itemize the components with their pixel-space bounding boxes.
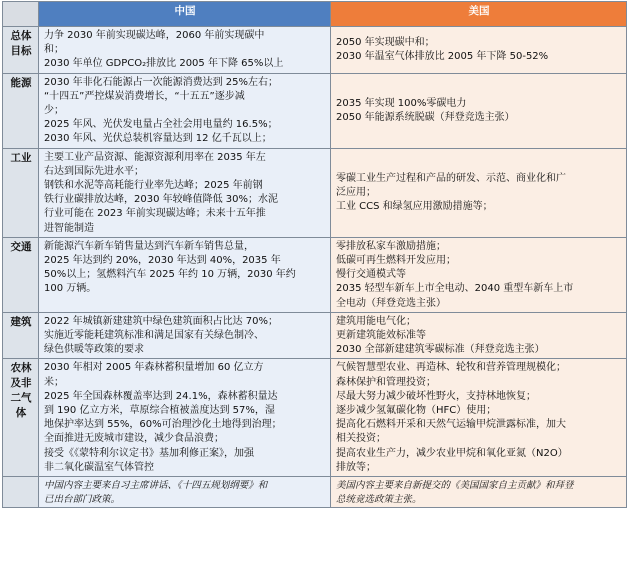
usa-cell: [331, 73, 627, 148]
text-line: 更新建筑能效标准等: [336, 330, 426, 342]
text-line: 力争 2030 年前实现碳达峰，2060 年前实现碳中: [44, 30, 265, 41]
text-line: 2030 年相对 2005 年森林蓄积量增加 60 亿立方: [44, 362, 264, 374]
usa-cell: [331, 237, 627, 312]
row-agriculture-forestry: [3, 359, 627, 477]
usa-cell: [331, 148, 627, 237]
note-line: 总统竞选政策主张。: [336, 493, 422, 505]
category-label: [3, 312, 39, 359]
row-industry: [3, 148, 627, 237]
text-line: 到 190 亿立方米，草原综合植被盖度达到 57%，湿: [44, 405, 275, 417]
text-line: 2030 年风、光伏总装机容量达到 12 亿千瓦以上；: [44, 133, 272, 145]
text-line: 进智能制造: [44, 222, 94, 234]
category-line: 二气: [10, 392, 32, 405]
row-transport: [3, 237, 627, 312]
usa-cell: [331, 312, 627, 359]
text-line: 零排放私家车激励措施；: [336, 240, 446, 252]
text-line: 绿色供暖等政策的要求: [44, 344, 144, 356]
category-label: [3, 27, 39, 74]
text-line: 行业可能在 2023 年前实现碳达峰；未来十五年推: [44, 208, 266, 220]
text-line: 2025 年达到约 20%，2030 年达到 40%，2035 年: [44, 255, 281, 267]
text-line: 气候智慧型农业、再造林、轮牧和营养管理规模化；: [336, 362, 566, 374]
text-line: 森林保护和管理投资；: [336, 376, 436, 388]
text-line: 全电动（拜登竞选主张）: [336, 297, 446, 309]
text-line: “十四五”严控煤炭消费增长，“十五五”逐步减: [44, 90, 245, 102]
china-cell: [39, 237, 331, 312]
text-line: 钢铁和水泥等高耗能行业率先达峰；2025 年前钢: [44, 180, 263, 192]
usa-cell: [331, 27, 627, 74]
text-line: 泛应用；: [336, 187, 376, 199]
category-line: 工业: [10, 151, 32, 164]
text-line: 2050 年能源系统脱碳（拜登竞选主张）: [336, 112, 515, 124]
header-usa: 美国: [331, 2, 627, 27]
text-line: 2025 年风、光伏发电量占全社会用电量约 16.5%；: [44, 119, 278, 131]
text-line: 接受《《蒙特利尔议定书》基加利修正案》，加强: [44, 447, 254, 459]
text-line: 工业 CCS 和绿氢应用激励措施等；: [336, 201, 493, 213]
text-line: 建筑用能电气化；: [336, 315, 416, 327]
category-line: 目标: [10, 45, 32, 57]
category-label: [3, 73, 39, 148]
text-line: 尽最大努力减少破坏性野火，支持林地恢复；: [336, 390, 536, 402]
category-label: [3, 359, 39, 477]
row-overall-goals: [3, 27, 627, 74]
text-line: 全面推进无废城市建设，减少食品浪费；: [44, 433, 224, 445]
category-label: [3, 148, 39, 237]
text-line: 100 万辆。: [44, 283, 97, 295]
text-line: 实施近零能耗建筑标准和满足国家有关绿色制冷、: [44, 330, 264, 342]
text-line: 2025 年全国森林覆盖率达到 24.1%，森林蓄积量达: [44, 390, 278, 402]
usa-source-note: [331, 477, 627, 508]
text-line: 2035 轻型车新车上市全电动、2040 重型车新车上市: [336, 283, 574, 295]
row-energy: [3, 73, 627, 148]
category-label: [3, 237, 39, 312]
text-line: 和；: [44, 44, 64, 56]
category-line: 交通: [10, 240, 32, 253]
usa-cell: [331, 359, 627, 477]
china-source-note: [39, 477, 331, 508]
text-line: 主要工业产品资源、能源资源利用率在 2035 年左: [44, 151, 266, 163]
category-line: 建筑: [10, 315, 32, 328]
category-line: 农林: [10, 362, 32, 375]
text-line: 提高化石燃料开采和天然气运输甲烷泄露标准，加大: [336, 419, 566, 431]
text-line: 新能源汽车新车销售量达到汽车新车销售总量，: [44, 240, 254, 252]
text-line: 2030 年单位 GDPCO₂排放比 2005 年下降 65%以上: [44, 58, 284, 70]
china-cell: [39, 73, 331, 148]
note-line: 已出台部门政策。: [44, 493, 121, 505]
text-line: 排放等；: [336, 461, 376, 473]
header-corner: [3, 2, 39, 27]
category-line: 能源: [10, 76, 32, 89]
text-line: 50%以上；氢燃料汽车 2025 年约 10 万辆，2030 年约: [44, 269, 296, 281]
notes-corner: [3, 477, 39, 508]
comparison-table: [2, 1, 627, 508]
text-line: 2022 年城镇新建建筑中绿色建筑面积占比达 70%；: [44, 315, 279, 327]
text-line: 慢行交通模式等: [336, 269, 406, 281]
text-line: 米；: [44, 376, 64, 388]
text-line: 少；: [44, 105, 64, 117]
text-line: 2050 年实现碳中和；: [336, 37, 435, 49]
china-cell: [39, 312, 331, 359]
text-line: 地保护率达到 55%，60%可治理沙化土地得到治理；: [44, 419, 282, 431]
text-line: 2030 全部新建建筑零碳标准（拜登竞选主张）: [336, 344, 545, 356]
text-line: 零碳工业生产过程和产品的研发、示范、商业化和广: [336, 172, 566, 184]
text-line: 2030 年温室气体排放比 2005 年下降 50-52%: [336, 51, 549, 63]
text-line: 低碳可再生燃料开发应用；: [336, 255, 456, 267]
category-line: 体: [15, 407, 27, 420]
row-buildings: [3, 312, 627, 359]
text-line: 提高农业生产力，减少农业甲烷和氧化亚氮（N2O）: [336, 447, 568, 459]
text-line: 逐步减少氢氟碳化物（HFC）使用；: [336, 405, 497, 417]
category-line: 及非: [10, 377, 32, 390]
note-line: 美国内容主要来自新提交的《美国国家自主贡献》和拜登: [336, 480, 574, 492]
category-line: 总体: [10, 30, 32, 42]
text-line: 铁行业碳排放达峰，2030 年较峰值降低 30%；水泥: [44, 194, 279, 206]
header-china: 中国: [39, 2, 331, 27]
text-line: 2030 年非化石能源占一次能源消费达到 25%左右；: [44, 76, 279, 88]
text-line: 非二氧化碳温室气体管控: [44, 461, 154, 473]
row-notes: [3, 477, 627, 508]
china-cell: [39, 148, 331, 237]
header-row: [3, 2, 627, 27]
china-cell: [39, 27, 331, 74]
china-cell: [39, 359, 331, 477]
text-line: 相关投资；: [336, 433, 386, 445]
text-line: 右达到国际先进水平；: [44, 165, 144, 177]
note-line: 中国内容主要来自习主席讲话、《十四五规划纲要》和: [44, 480, 268, 492]
text-line: 2035 年实现 100%零碳电力: [336, 97, 467, 109]
